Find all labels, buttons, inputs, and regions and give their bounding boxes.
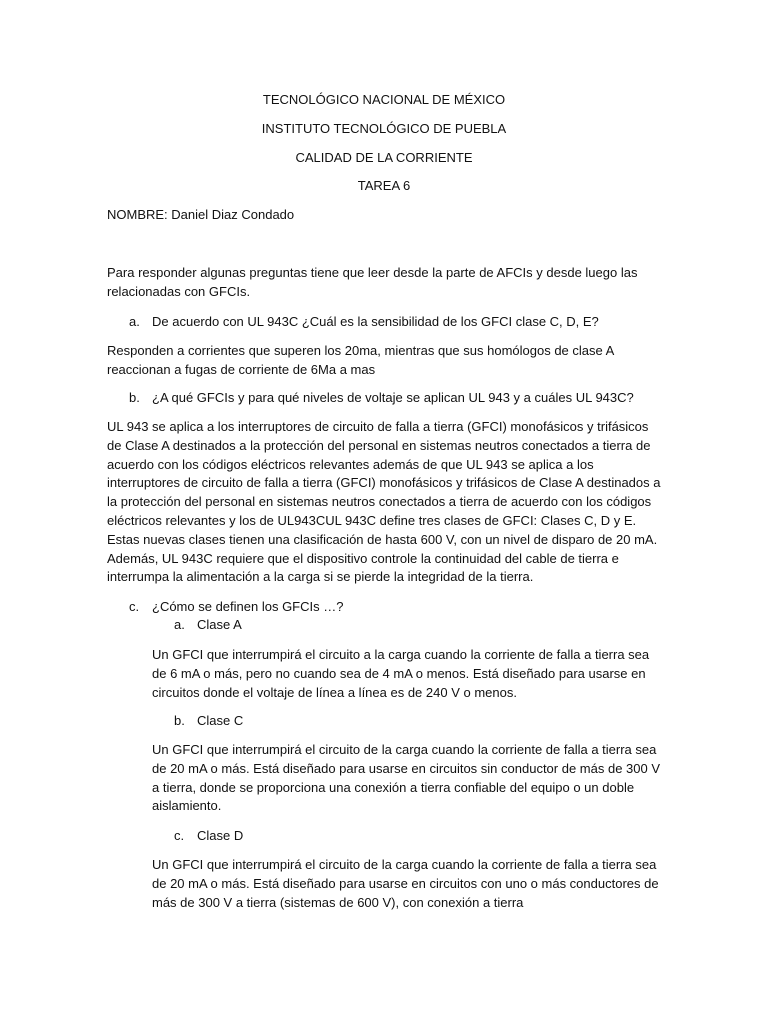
campus-title: INSTITUTO TECNOLÓGICO DE PUEBLA <box>261 121 507 136</box>
question-text: De acuerdo con UL 943C ¿Cuál es la sensibilidad de los GFCI clase C, D, E? <box>152 314 599 329</box>
assignment-title: TAREA 6 <box>357 178 411 193</box>
answer-paragraph: Responden a corrientes que superen los 20ma, mientras que sus homólogos de clase A reaccionan a fugas de corriente de 6Ma a mas <box>107 343 614 377</box>
subitem-marker: b. <box>174 713 185 728</box>
class-a-description: Un GFCI que interrumpirá el circuito a la carga cuando la corriente de falla a tierra sea de 6 mA o más, pero no cuando sea de 4 mA o menos. Está diseñado para usarse en circuitos donde el voltaje de línea a línea es de 240 V o menos. <box>152 647 650 700</box>
class-c-description: Un GFCI que interrumpirá el circuito de la carga cuando la corriente de falla a tierra sea de 20 mA o más. Está diseñado para usarse en circuitos sin conductor de más de 300 V a tierra, donde se proporciona una conexión a tierra confiable del equipo o un doble aislamiento. <box>152 742 661 814</box>
question-text: ¿Cómo se definen los GFCIs …? <box>152 599 344 614</box>
subitem-label: Clase C <box>197 713 244 728</box>
question-marker: b. <box>129 390 140 405</box>
institution-title: TECNOLÓGICO NACIONAL DE MÉXICO <box>262 92 506 107</box>
class-d-description: Un GFCI que interrumpirá el circuito de la carga cuando la corriente de falla a tierra sea de 20 mA o más. Está diseñado para usarse en circuitos con uno o más conductores de más de 300 V a tierra (sistemas de 600 V), con conexión a tierra <box>152 857 659 910</box>
subitem-marker: c. <box>174 828 185 843</box>
subitem-label: Clase A <box>197 617 242 632</box>
question-marker: a. <box>129 314 140 329</box>
subitem-marker: a. <box>174 617 185 632</box>
question-marker: c. <box>129 599 140 614</box>
intro-paragraph: Para responder algunas preguntas tiene que leer desde la parte de AFCIs y desde luego las relacionadas con GFCIs. <box>107 265 638 299</box>
answer-paragraph: UL 943 se aplica a los interruptores de circuito de falla a tierra (GFCI) monofásicos y trifásicos de Clase A destinados a la protección del personal en sistemas neutros conectados a tierra de acuerdo con los códigos eléctricos relevantes además de que UL 943 se aplica a los interruptores de circuito de falla a tierra (GFCI) monofásicos y trifásicos de Clase A destinados a la protección del personal en sistemas neutros conectados a tierra de acuerdo con los códigos eléctricos relevantes y los de UL943CUL 943C define tres clases de GFCI: Clases C, D y E. Estas nuevas clases tienen una clasificación de hasta 600 V, con un nivel de disparo de 20 mA. Además, UL 943C requiere que el dispositivo controle la continuidad del cable de tierra e interrumpa la alimentación a la carga si se pierde la integridad de la tierra. <box>107 419 661 585</box>
subitem-label: Clase D <box>197 828 244 843</box>
student-name: NOMBRE: Daniel Diaz Condado <box>107 207 295 222</box>
question-text: ¿A qué GFCIs y para qué niveles de voltaje se aplican UL 943 y a cuáles UL 943C? <box>152 390 634 405</box>
course-title: CALIDAD DE LA CORRIENTE <box>295 150 473 165</box>
